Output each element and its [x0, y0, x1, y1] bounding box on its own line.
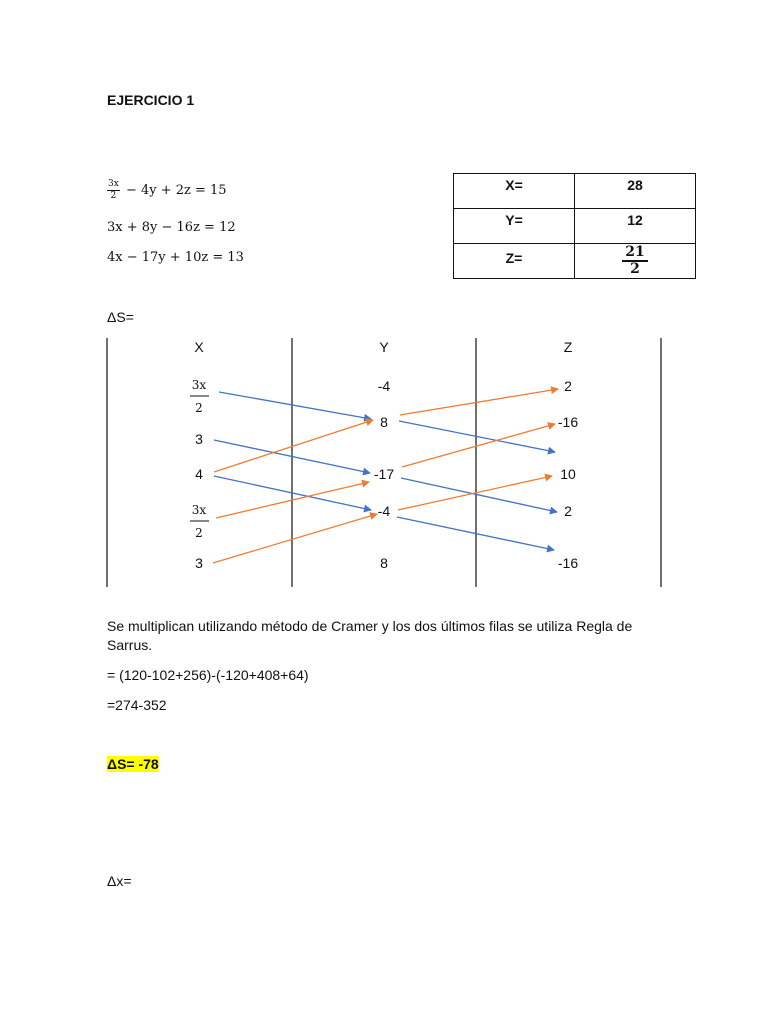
- x-cell: 3: [195, 431, 203, 447]
- fraction-numerator: 3x: [108, 179, 119, 189]
- blue-arrow: [219, 392, 371, 419]
- table-cell-value: 28: [575, 174, 696, 209]
- table-cell-label: X=: [454, 174, 575, 209]
- x-cell-numerator: 3x: [191, 503, 207, 517]
- y-cell: 8: [380, 414, 388, 430]
- orange-arrow: [213, 514, 377, 563]
- table-cell-label: Y=: [454, 209, 575, 244]
- equation-3: 4x − 17y + 10z = 13: [107, 250, 244, 265]
- equation-2: 3x + 8y − 16z = 12: [107, 220, 236, 235]
- column-header-y: Y: [379, 339, 389, 355]
- x-cell: 4: [195, 466, 203, 482]
- column-header-x: X: [194, 339, 204, 355]
- fraction-denominator: 2: [110, 191, 117, 201]
- y-cell: 8: [380, 555, 388, 571]
- z-cell: 2: [564, 503, 572, 519]
- column-header-z: Z: [563, 339, 573, 355]
- table-cell-value: 12: [575, 209, 696, 244]
- result-highlight: ΔS= -78: [107, 756, 159, 772]
- orange-arrow: [400, 389, 558, 415]
- calculation-line-2: =274-352: [107, 697, 167, 713]
- orange-arrow: [398, 476, 552, 510]
- blue-arrow: [399, 421, 555, 452]
- table-cell-label: Z=: [454, 244, 575, 279]
- fraction-numerator: 21: [622, 245, 647, 262]
- z-cell: -16: [557, 414, 579, 430]
- y-cell: -4: [377, 378, 391, 394]
- x-cell-numerator: 3x: [191, 378, 207, 392]
- z-cell: -16: [557, 555, 579, 571]
- exercise-title: EJERCICIO 1: [107, 92, 195, 108]
- x-cell: 3: [195, 555, 203, 571]
- calculation-line-1: = (120-102+256)-(-120+408+64): [107, 667, 309, 683]
- delta-x-label: Δx=: [107, 873, 132, 889]
- z-cell: 2: [564, 378, 572, 394]
- blue-arrow: [401, 478, 557, 512]
- y-cell: -17: [373, 466, 395, 482]
- y-cell: -4: [377, 503, 391, 519]
- fraction-denominator: 2: [630, 260, 640, 277]
- z-cell: 10: [560, 466, 576, 482]
- explanation-text: Se multiplican utilizando método de Cramer y los dos últimos filas se utiliza Regla de Sarrus.: [107, 618, 633, 653]
- equation-1-rest: − 4y + 2z = 15: [125, 183, 227, 198]
- delta-s-label: ΔS=: [107, 309, 134, 325]
- x-cell-denominator: 2: [195, 401, 203, 415]
- orange-arrow: [402, 424, 555, 467]
- x-cell-denominator: 2: [195, 526, 203, 540]
- result-line: [107, 755, 667, 774]
- orange-arrow: [214, 420, 373, 472]
